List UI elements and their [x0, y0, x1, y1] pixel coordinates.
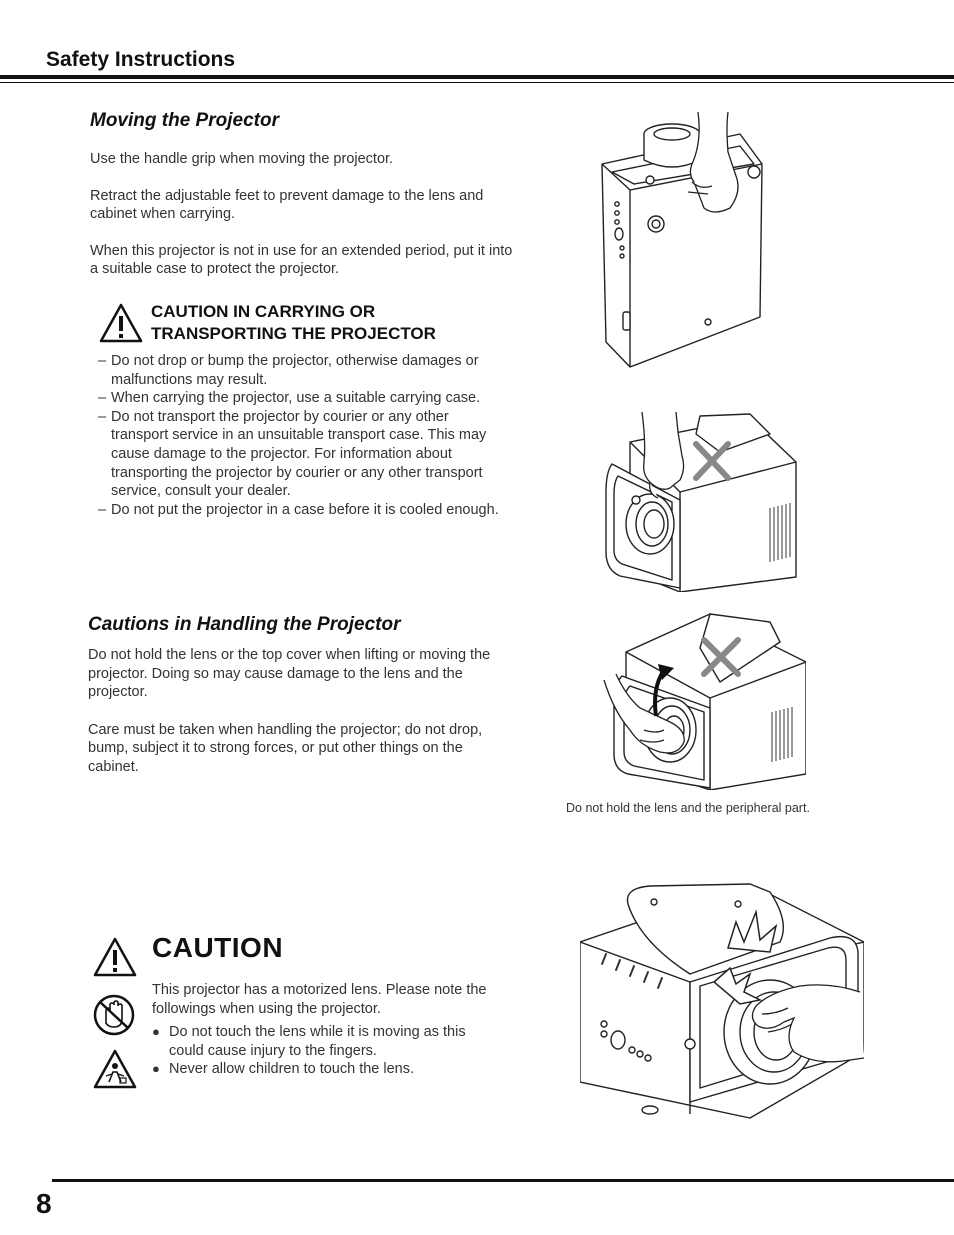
page-header-title: Safety Instructions: [46, 48, 236, 71]
header-rule: [0, 75, 954, 79]
moving-section-title: Moving the Projector: [90, 110, 279, 131]
caution-body: [152, 981, 502, 1079]
warning-triangle-icon: [98, 302, 144, 344]
list-item: – When carrying the projector, use a suitable carrying case.: [90, 389, 502, 408]
caution-intro: This projector has a motorized lens. Please note the followings when using the projector.: [152, 982, 487, 1017]
carrying-caution-title-line1: CAUTION IN CARRYING OR: [151, 302, 376, 321]
handling-section-title: Cautions in Handling the Projector: [88, 614, 401, 635]
carrying-caution-title-line2: TRANSPORTING THE PROJECTOR: [151, 324, 436, 343]
projector-carry-illustration: [590, 112, 780, 374]
projector-lens-lift-illustration: [600, 612, 806, 790]
handling-paragraph-2: Care must be taken when handling the projector; do not drop, bump, subject it to strong forces, or put other things on the cabinet.: [88, 721, 483, 775]
carrying-caution-list: [90, 352, 502, 519]
lens-caption: Do not hold the lens and the peripheral part.: [566, 801, 810, 815]
moving-section-body: [90, 150, 515, 279]
footer-rule: [52, 1179, 954, 1182]
carrying-caution-title: [151, 301, 436, 345]
handling-paragraph-1: Do not hold the lens or the top cover when lifting or moving the projector. Doing so may cause damage to the lens and the projector.: [88, 647, 491, 700]
handling-section-body: [88, 646, 513, 776]
motorized-lens-illustration: [580, 882, 864, 1122]
list-item: ● Do not touch the lens while it is moving as this could cause injury to the fingers.: [152, 1023, 502, 1060]
projector-top-cover-illustration: [600, 412, 800, 592]
moving-paragraph-2: Retract the adjustable feet to prevent damage to the lens and cabinet when carrying.: [90, 187, 484, 222]
page-number: 8: [36, 1188, 52, 1219]
list-item: – Do not transport the projector by courier or any other transport service in an unsuitable transport case. This may cause damage to the projector. For information about transporting the projector by courier or any other transport service, consult your dealer.: [90, 408, 502, 501]
moving-paragraph-3: When this projector is not in use for an extended period, put it into a suitable case to protect the projector.: [90, 242, 513, 277]
list-item: – Do not put the projector in a case before it is cooled enough.: [90, 501, 502, 520]
no-touch-hand-icon: [92, 993, 136, 1037]
list-item: – Do not drop or bump the projector, otherwise damages or malfunctions may result.: [90, 352, 502, 389]
caution-list: [152, 1023, 502, 1079]
list-item: ● Never allow children to touch the lens.: [152, 1060, 502, 1079]
header-rule-thin: [0, 82, 954, 83]
warning-triangle-icon: [92, 936, 138, 978]
child-warning-icon: [92, 1048, 138, 1090]
moving-paragraph-1: Use the handle grip when moving the projector.: [90, 151, 394, 167]
caution-title: CAUTION: [152, 932, 284, 963]
